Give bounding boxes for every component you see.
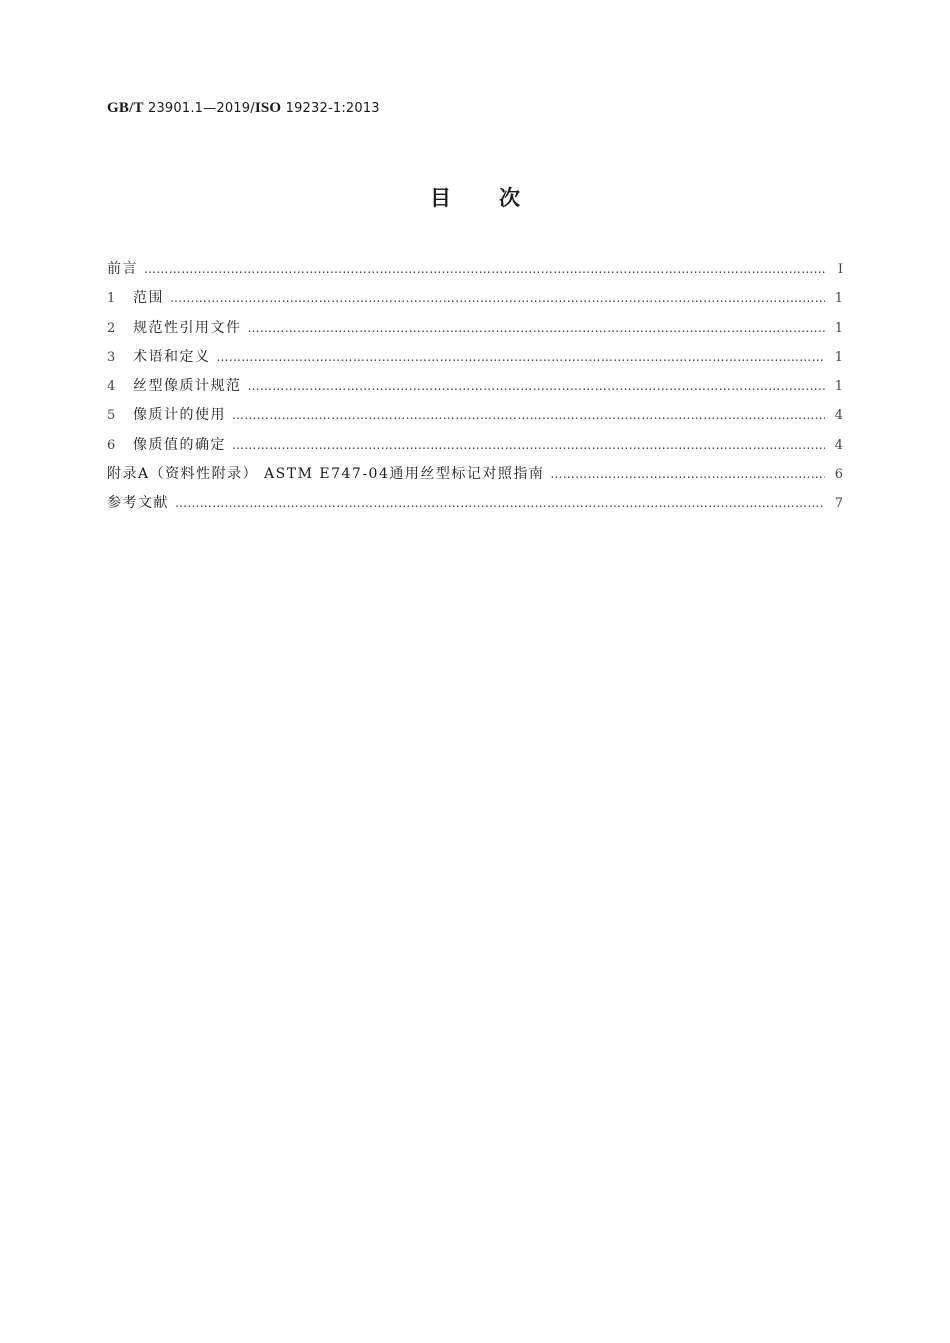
toc-entry-iqi-value[interactable] (107, 434, 843, 463)
table-of-contents (107, 258, 843, 522)
std-prefix: GB/T (107, 100, 144, 116)
iso-prefix: ISO (254, 100, 282, 116)
toc-page: 4 (834, 437, 843, 453)
toc-entry-wire-iqi-spec[interactable] (107, 375, 843, 404)
toc-entry-bibliography[interactable] (107, 492, 843, 521)
toc-leader (170, 291, 825, 305)
toc-leader (217, 350, 826, 364)
toc-leader (248, 321, 826, 335)
document-code (107, 100, 380, 117)
toc-page: 6 (834, 467, 843, 483)
toc-number: 6 (107, 437, 116, 453)
toc-label: 像质值的确定 (133, 436, 226, 453)
toc-leader (550, 467, 825, 481)
toc-number: 4 (107, 379, 116, 395)
toc-entry-terms-definitions[interactable] (107, 346, 843, 375)
toc-page: Ⅰ (837, 262, 843, 277)
toc-label: 前言 (107, 261, 138, 277)
toc-leader (144, 262, 825, 276)
toc-label: 像质计的使用 (133, 407, 226, 424)
toc-leader (248, 379, 826, 393)
toc-page: 1 (834, 379, 843, 395)
toc-leader (175, 496, 825, 510)
toc-label: 术语和定义 (133, 348, 211, 365)
page-title: 目次 (430, 186, 568, 210)
toc-number: 3 (107, 349, 116, 365)
toc-page: 1 (834, 291, 843, 307)
std-number: 23901.1—2019/ (143, 101, 255, 116)
iso-number: 19232-1:2013 (281, 101, 380, 116)
toc-entry-iqi-usage[interactable] (107, 404, 843, 433)
toc-label: 规范性引用文件 (133, 319, 242, 336)
toc-page: 7 (834, 496, 843, 512)
toc-leader (232, 408, 825, 422)
toc-label: 附录A（资料性附录） ASTM E747-04通用丝型标记对照指南 (107, 466, 545, 483)
toc-label: 丝型像质计规范 (133, 378, 242, 395)
toc-page: 4 (834, 408, 843, 424)
toc-page: 1 (834, 349, 843, 365)
toc-entry-scope[interactable] (107, 287, 843, 316)
toc-label: 参考文献 (107, 495, 169, 512)
toc-number: 5 (107, 408, 116, 424)
toc-entry-normative-references[interactable] (107, 317, 843, 346)
toc-number: 1 (107, 291, 116, 307)
toc-number: 2 (107, 320, 116, 336)
toc-entry-annex-a[interactable] (107, 463, 843, 492)
toc-entry-foreword[interactable] (107, 258, 843, 287)
toc-label: 范围 (133, 290, 164, 307)
toc-leader (232, 438, 825, 452)
toc-page: 1 (834, 320, 843, 336)
